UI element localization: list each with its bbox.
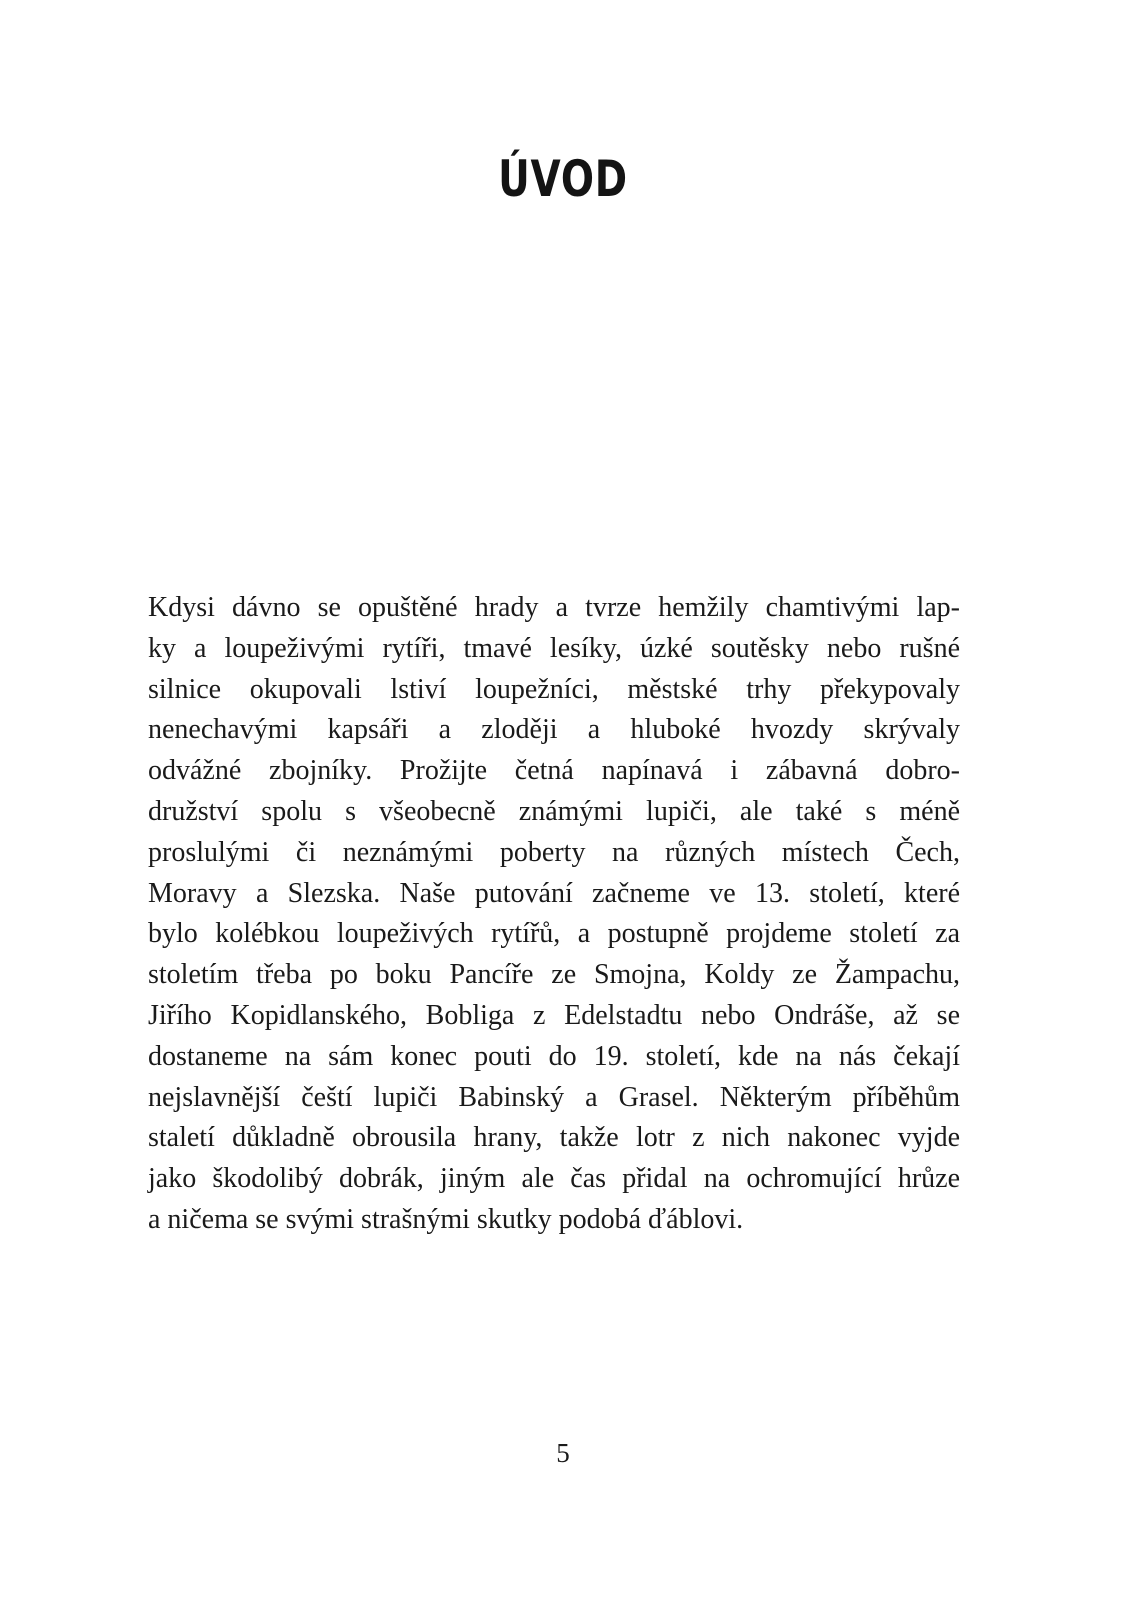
page-number: 5 bbox=[556, 1438, 570, 1468]
text-line: a ničema se svými strašnými skutky podobá ďáblovi. bbox=[148, 1203, 744, 1235]
text-line: Kdysi dávno se opuštěné hrady a tvrze hemžily chamtivými lap- bbox=[148, 592, 960, 623]
text-line: družství spolu s všeobecně známými lupiči, ale také s méně bbox=[148, 795, 960, 827]
text-line: staletí důkladně obrousila hrany, takže lotr z nich nakonec vyjde bbox=[148, 1122, 960, 1154]
text-line: Moravy a Slezska. Naše putování začneme ve 13. století, které bbox=[148, 877, 960, 909]
text-line: dostaneme na sám konec pouti do 19. století, kde na nás čekají bbox=[148, 1040, 960, 1072]
body-paragraph bbox=[148, 588, 960, 1241]
text-line: nejslavnější čeští lupiči Babinský a Grasel. Některým příběhům bbox=[148, 1081, 960, 1113]
text-line: stoletím třeba po boku Pancíře ze Smojna, Koldy ze Žampachu, bbox=[148, 959, 960, 991]
text-line: odvážné zbojníky. Prožijte četná napínavá i zábavná dobro- bbox=[148, 755, 960, 787]
text-line: nenechavými kapsáři a zloději a hluboké hvozdy skrývaly bbox=[148, 714, 960, 746]
text-line: ky a loupeživými rytíři, tmavé lesíky, úzké soutěsky nebo rušné bbox=[148, 632, 960, 664]
text-line: silnice okupovali lstiví loupežníci, městské trhy překypovaly bbox=[148, 673, 960, 705]
text-line: proslulými či neznámými poberty na různých místech Čech, bbox=[148, 836, 960, 868]
text-line: jako škodolibý dobrák, jiným ale čas přidal na ochromující hrůze bbox=[148, 1163, 960, 1195]
text-line: Jiřího Kopidlanského, Bobliga z Edelstadtu nebo Ondráše, až se bbox=[148, 999, 960, 1031]
chapter-title: ÚVOD bbox=[498, 150, 628, 208]
text-line: bylo kolébkou loupeživých rytířů, a postupně projdeme století za bbox=[148, 918, 960, 950]
